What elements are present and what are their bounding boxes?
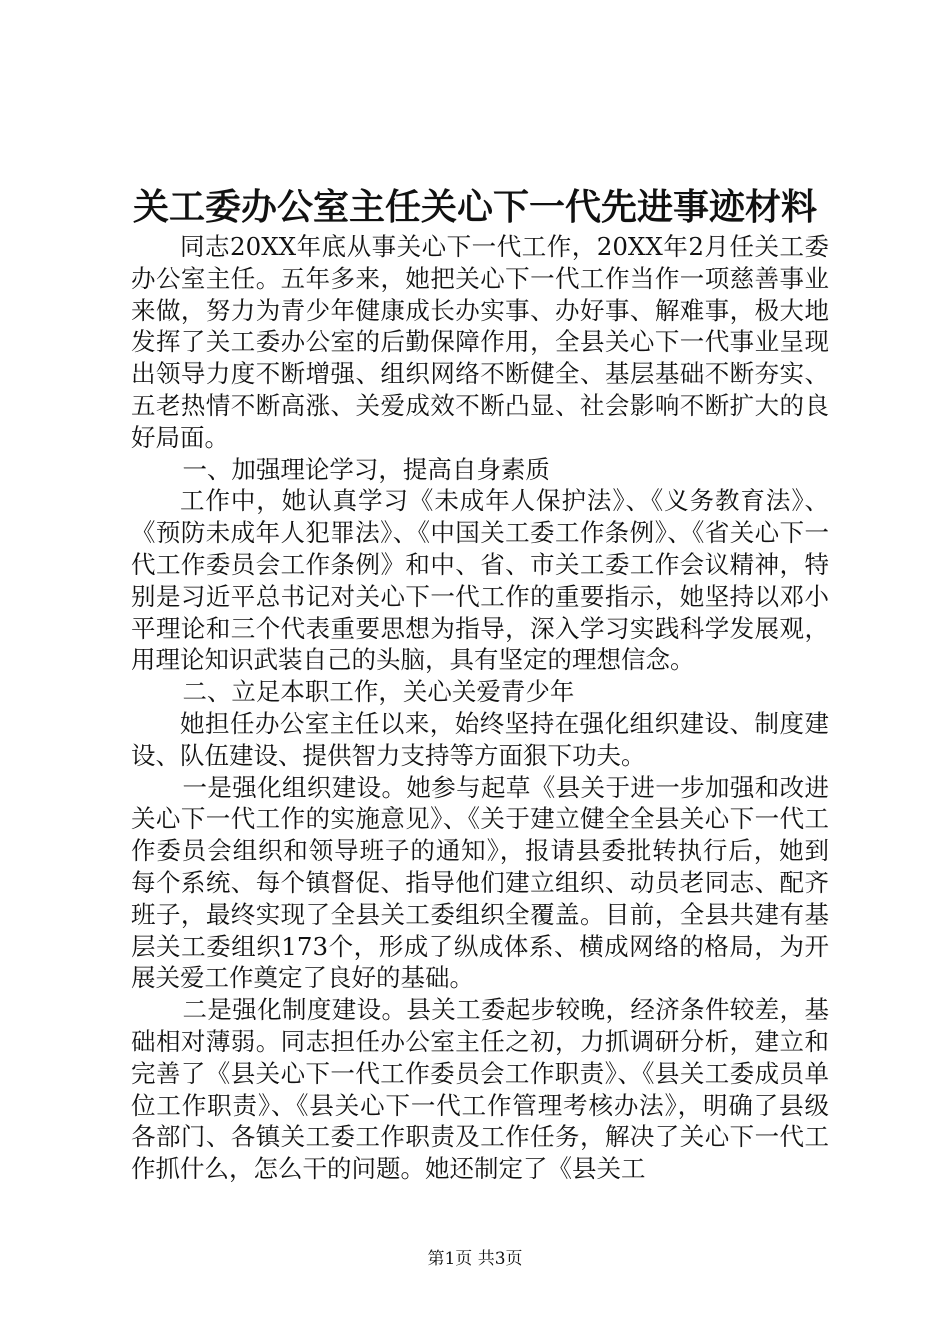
section-heading-2: 二、立足本职工作，关心关爱青少年 <box>182 677 575 707</box>
page-footer: 第1页 共3页 <box>427 1249 523 1269</box>
paragraph-intro: 同志20XX年底从事关心下一代工作，20XX年2月任关工委办公室主任。五年多来，她把关心下一代工作当作一项慈善事业来做，努力为青少年健康成长办实事、办好事、解难事，极大地发挥了关工委办公室的后勤保障作用，全县关心下一代事业呈现出领导力度不断增强、组织网络不断健全、基层基础不断夯实、五老热情不断高涨、关爱成效不断凸显、社会影响不断扩大的良好局面。 <box>131 232 829 452</box>
paragraph-duty: 她担任办公室主任以来，始终坚持在强化组织建设、制度建设、队伍建设、提供智力支持等方面狠下功夫。 <box>131 708 829 770</box>
paragraph-organization: 一是强化组织建设。她参与起草《县关于进一步加强和改进关心下一代工作的实施意见》、《关于建立健全全县关心下一代工作委员会组织和领导班子的通知》，报请县委批转执行后，她到每个系统、每个镇督促、指导他们建立组织、动员老同志、配齐班子，最终实现了全县关工委组织全覆盖。目前，全县共建有基层关工委组织173个，形成了纵成体系、横成网络的格局，为开展关爱工作奠定了良好的基础。 <box>131 772 829 993</box>
paragraph-system: 二是强化制度建设。县关工委起步较晚，经济条件较差，基础相对薄弱。同志担任办公室主任之初，力抓调研分析，建立和完善了《县关心下一代工作委员会工作职责》、《县关工委成员单位工作职责》、《县关心下一代工作管理考核办法》，明确了县级各部门、各镇关工委工作职责及工作任务，解决了关心下一代工作抓什么，怎么干的问题。她还制定了《县关工 <box>131 995 829 1184</box>
section-heading-1: 一、加强理论学习，提高自身素质 <box>182 454 550 484</box>
document-body <box>131 231 829 1185</box>
paragraph-study: 工作中，她认真学习《未成年人保护法》、《义务教育法》、《预防未成年人犯罪法》、《中国关工委工作条例》、《省关心下一代工作委员会工作条例》和中、省、市关工委工作会议精神，特别是习近平总书记对关心下一代工作的重要指示，她坚持以邓小平理论和三个代表重要思想为指导，深入学习实践科学发展观，用理论知识武装自己的头脑，具有坚定的理想信念。 <box>131 486 829 675</box>
document-title: 关工委办公室主任关心下一代先进事迹材料 <box>132 186 817 228</box>
